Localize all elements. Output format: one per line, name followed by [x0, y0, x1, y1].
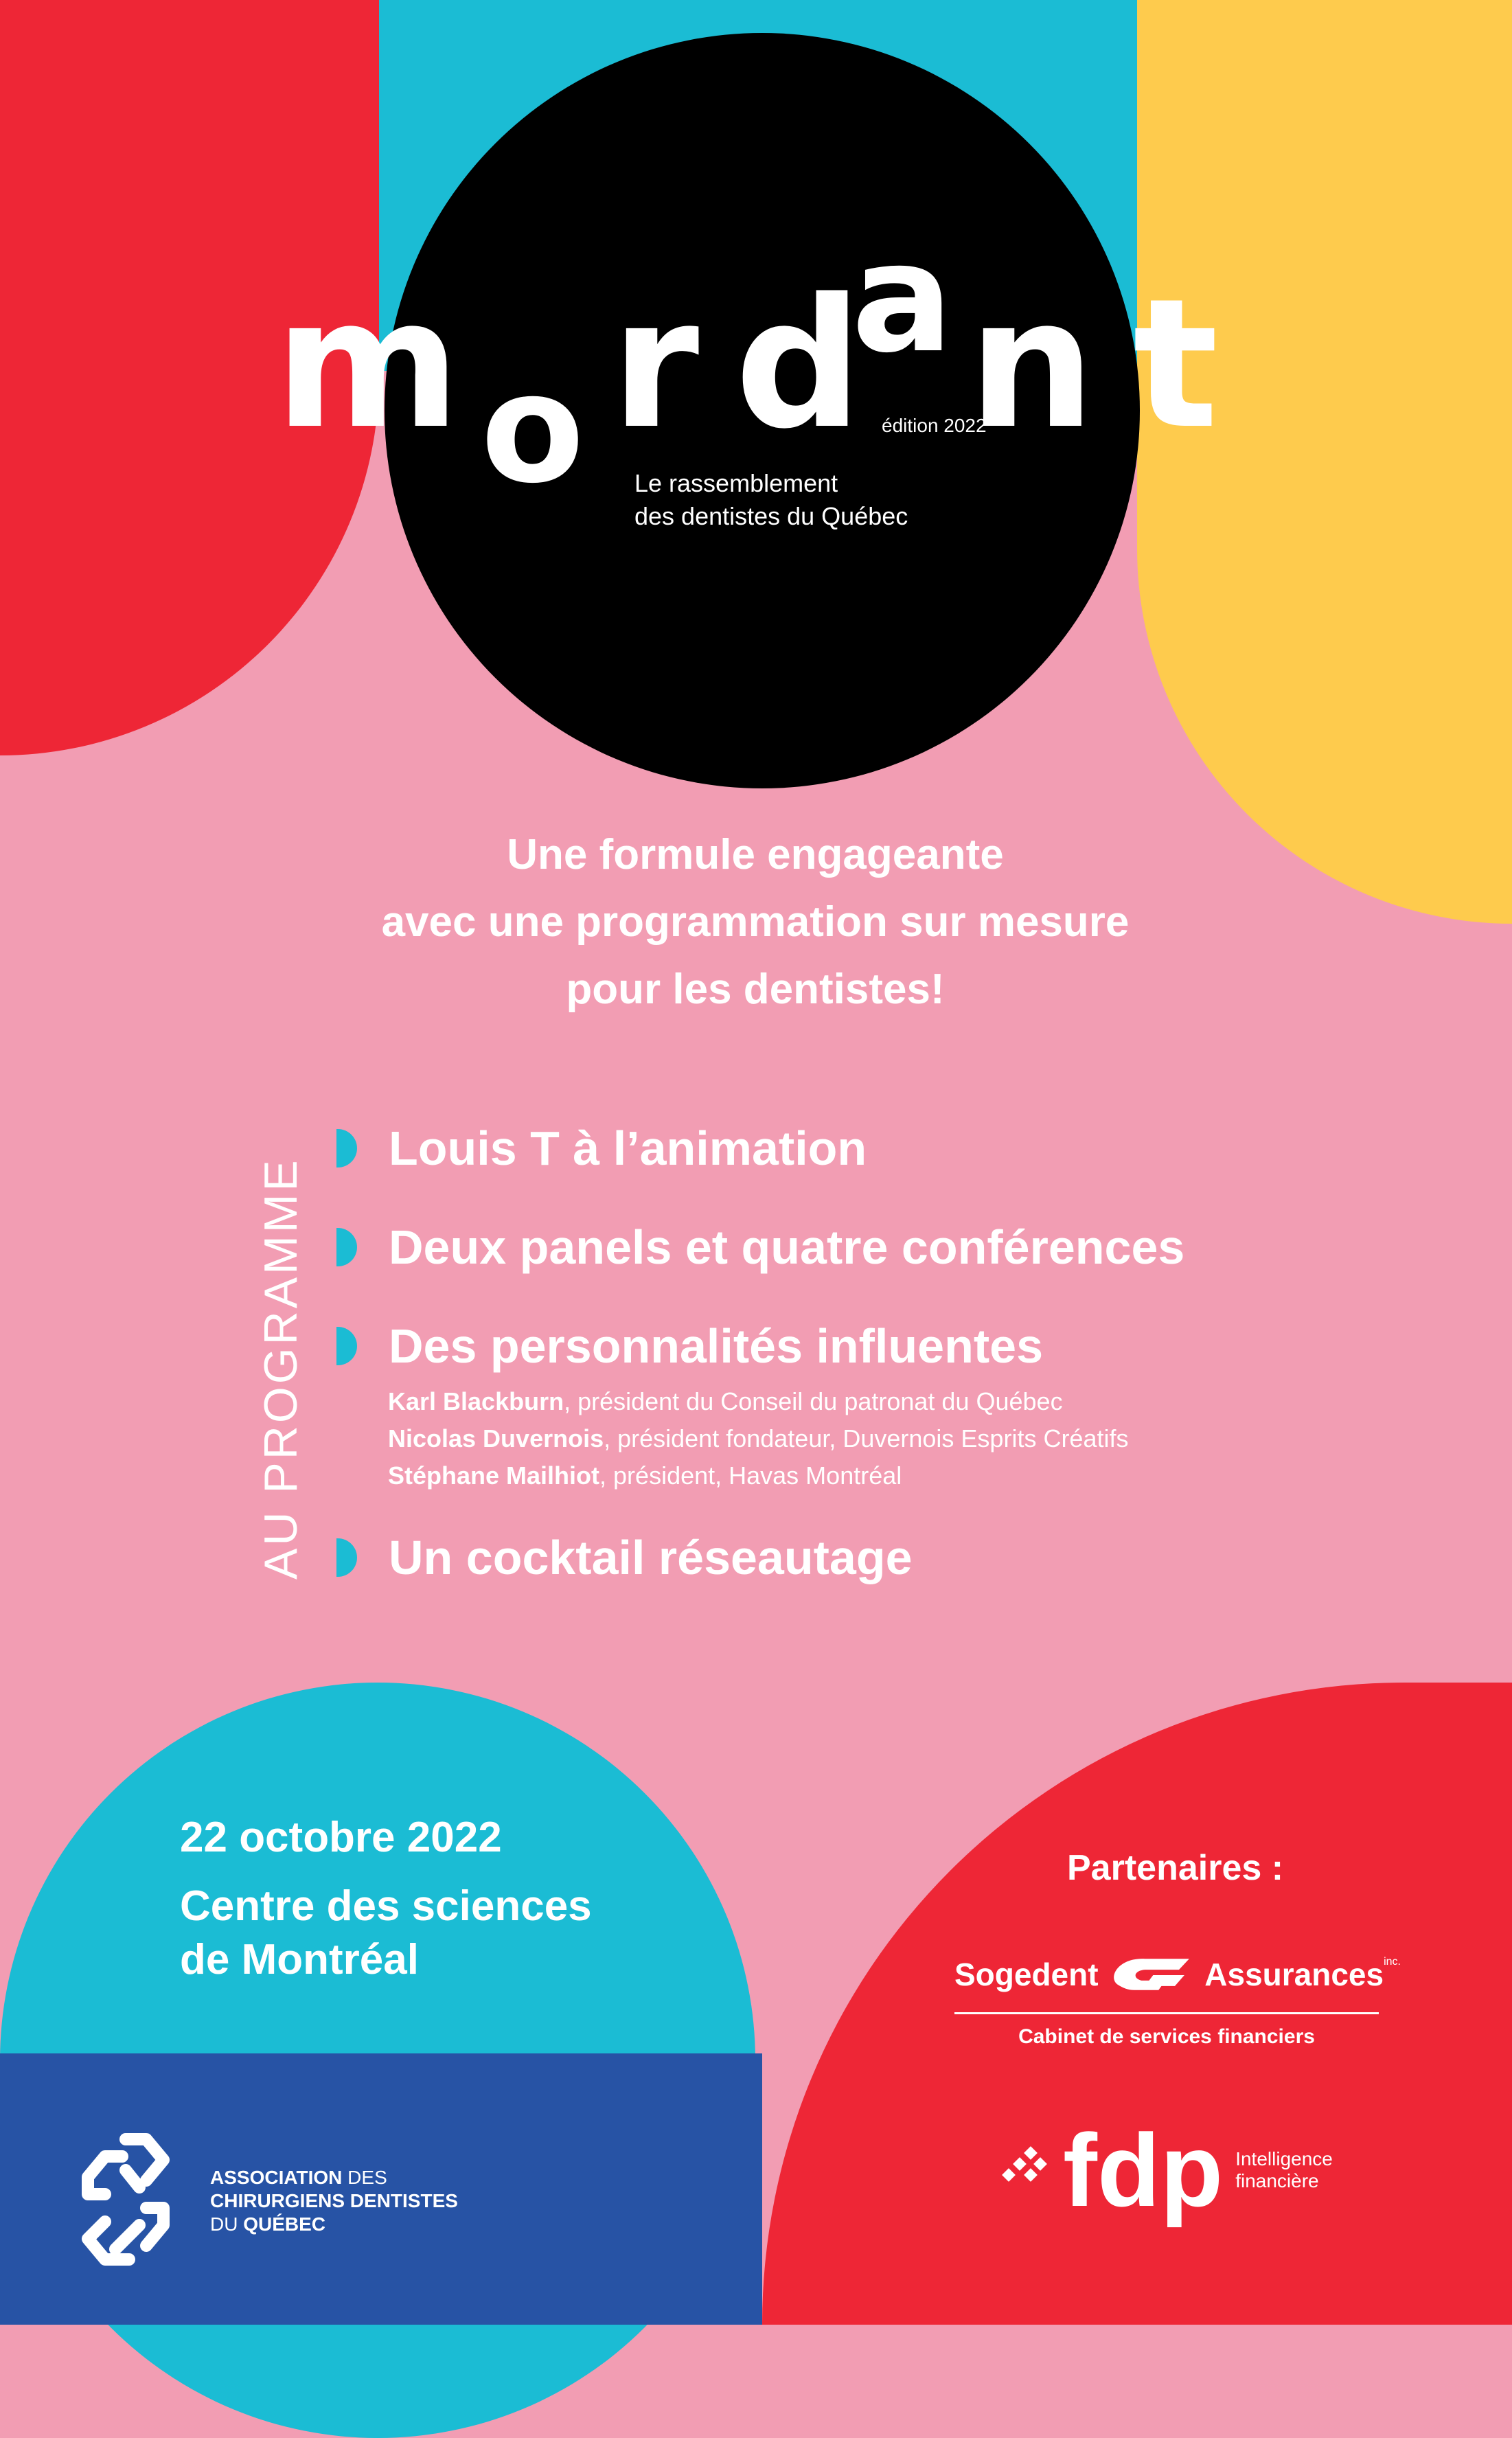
- logo-letter-n: n: [968, 261, 1096, 468]
- logo-letter-d: d: [735, 261, 863, 468]
- speakers-list: [388, 1383, 1128, 1494]
- speaker-role: , président du Conseil du patronat du Québec: [564, 1387, 1063, 1415]
- au-programme-label: AU PROGRAMME: [255, 1157, 307, 1580]
- speaker-entry: [388, 1457, 1128, 1494]
- half-circle-bullet-icon: [336, 1129, 357, 1167]
- acdq-word-des: DES: [342, 2167, 387, 2188]
- speaker-role: , président fondateur, Duvernois Esprits Créatifs: [604, 1424, 1129, 1452]
- speaker-entry: [388, 1420, 1128, 1457]
- programme-item-label: Des personnalités influentes: [389, 1319, 1044, 1373]
- edition-label: édition 2022: [882, 415, 987, 436]
- headline: [206, 821, 1305, 1023]
- acdq-line-1: [210, 2166, 458, 2189]
- fdp-logo: [996, 2112, 1333, 2228]
- event-details: [180, 1813, 592, 1987]
- speaker-entry: [388, 1383, 1128, 1420]
- mordant-logo: [275, 240, 1250, 488]
- acdq-emblem-icon: [74, 2129, 177, 2273]
- speaker-name: Nicolas Duvernois: [388, 1424, 604, 1452]
- acdq-word-quebec: QUÉBEC: [243, 2213, 326, 2235]
- fdp-wordmark: fdp: [1063, 2112, 1224, 2228]
- sogedent-assurances: Assurances: [1204, 1957, 1384, 1992]
- sogedent-subtitle: Cabinet de services financiers: [1018, 2025, 1315, 2048]
- sogedent-wordmark: [954, 1950, 1401, 1998]
- logo-letter-o: o: [481, 341, 585, 488]
- speaker-role: , président, Havas Montréal: [599, 1461, 902, 1490]
- venue-line-2: de Montréal: [180, 1936, 419, 1983]
- headline-line-3: pour les dentistes!: [566, 966, 945, 1013]
- sogedent-logo: [954, 1950, 1401, 2049]
- event-date: 22 octobre 2022: [180, 1814, 502, 1861]
- speaker-name: Stéphane Mailhiot: [388, 1461, 600, 1490]
- programme-item-label: Louis T à l’animation: [389, 1121, 867, 1175]
- event-venue: [180, 1880, 592, 1987]
- fdp-tag-line-1: Intelligence: [1235, 2148, 1333, 2169]
- half-circle-bullet-icon: [336, 1327, 357, 1365]
- event-tagline: [634, 467, 908, 533]
- logo-letter-m: m: [275, 261, 461, 468]
- headline-line-1: Une formule engageante: [507, 831, 1004, 878]
- speaker-name: Karl Blackburn: [388, 1387, 564, 1415]
- acdq-name: [210, 2166, 458, 2236]
- acdq-line-3: [210, 2213, 458, 2236]
- venue-line-1: Centre des sciences: [180, 1882, 592, 1930]
- sogedent-inc: inc.: [1384, 1956, 1401, 1968]
- acdq-word-du: DU: [210, 2213, 244, 2235]
- acdq-word-association: ASSOCIATION: [210, 2167, 343, 2188]
- half-circle-bullet-icon: [336, 1228, 357, 1266]
- logo-letter-t: t: [1133, 261, 1219, 468]
- half-circle-bullet-icon: [336, 1538, 357, 1577]
- logo-letter-r: r: [611, 261, 700, 468]
- fdp-tag-line-2: financière: [1235, 2170, 1319, 2191]
- acdq-logo: [74, 2129, 458, 2273]
- acdq-line-2: CHIRURGIENS DENTISTES: [210, 2190, 458, 2211]
- programme-item-label: Un cocktail réseautage: [389, 1531, 913, 1584]
- partners-title: Partenaires :: [1067, 1848, 1284, 1888]
- headline-line-2: avec une programmation sur mesure: [381, 898, 1130, 946]
- sogedent-swoosh-icon: [1104, 1950, 1200, 1998]
- tagline-line-2: des dentistes du Québec: [634, 502, 908, 530]
- sogedent-divider: [954, 2012, 1379, 2014]
- fdp-diamonds-icon: [996, 2143, 1051, 2198]
- logo-letter-a: a: [851, 240, 954, 386]
- programme-item-label: Deux panels et quatre conférences: [389, 1220, 1185, 1274]
- fdp-tagline: [1235, 2148, 1333, 2192]
- tagline-line-1: Le rassemblement: [634, 469, 838, 497]
- sogedent-name: Sogedent: [954, 1957, 1099, 1992]
